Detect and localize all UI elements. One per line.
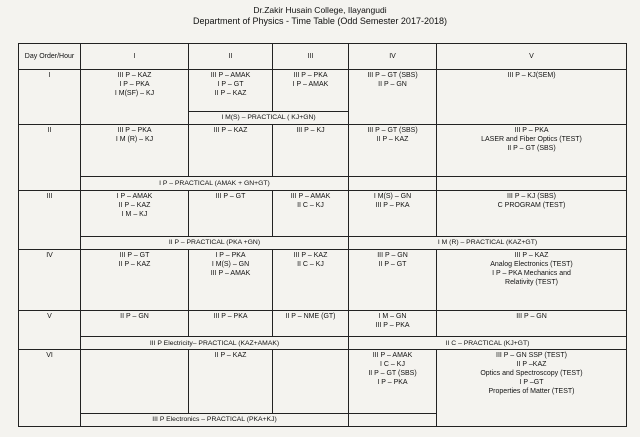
cell-entry: III P – KJ [296, 126, 325, 134]
cell-entry: II P – KAZ [118, 260, 151, 268]
cell-entry: II C – KJ [297, 201, 324, 209]
cell-entry: I P – AMAK [292, 81, 329, 89]
cell-entry: C PROGRAM (TEST) [497, 201, 566, 209]
day-label: II [19, 124, 81, 190]
cell-entry: III P – AMAK [372, 352, 413, 360]
day-row-2 [19, 124, 627, 177]
cell-entry: III P – GT [215, 192, 246, 200]
cell-entry: I M – GN [378, 312, 407, 320]
cell [189, 350, 273, 413]
day-row-3 [19, 190, 627, 236]
cell [81, 70, 189, 125]
cell-entry: II P – GN [378, 81, 407, 89]
day-row-1 [19, 70, 627, 112]
practical-row [19, 236, 627, 249]
practical-label: III P Electronics – PRACTICAL (PKA+KJ) [81, 413, 349, 426]
day-label: IV [19, 249, 81, 310]
practical-label: I M(S) – PRACTICAL ( KJ+GN) [189, 111, 349, 124]
cell [189, 70, 273, 112]
cell-entry: III P – GT (SBS) [367, 72, 418, 80]
cell-entry: I C – KJ [380, 361, 405, 369]
col-header-2: II [189, 44, 273, 70]
cell [349, 190, 437, 236]
timetable [18, 43, 627, 427]
cell [349, 350, 437, 413]
cell [81, 249, 189, 310]
cell-entry: II P – GT (SBS) [507, 144, 556, 152]
cell [189, 190, 273, 236]
col-header-4: IV [349, 44, 437, 70]
cell-entry: Optics and Spectroscopy (TEST) [480, 370, 583, 378]
cell-entry: I P – PKA [119, 81, 150, 89]
cell [349, 310, 437, 336]
header-row [19, 44, 627, 70]
cell-entry: III P – PKA [375, 321, 410, 329]
cell-entry: II P – KAZ [214, 90, 247, 98]
cell-entry: Analog Electronics (TEST) [490, 260, 573, 268]
cell-entry: II P – GT [378, 260, 407, 268]
col-header-3: III [273, 44, 349, 70]
cell-entry: III P – KJ(SEM) [507, 72, 556, 80]
cell-entry: III P – GN [377, 251, 408, 259]
cell [189, 124, 273, 177]
empty-cell [349, 177, 437, 190]
cell-entry: III P – KJ (SBS) [507, 192, 556, 200]
cell-entry: I P – PKA Mechanics and [492, 269, 571, 277]
practical-row [19, 177, 627, 190]
cell-entry: II P –KAZ [516, 361, 547, 369]
empty-cell [437, 177, 627, 190]
cell-entry: I M(S) – GN [211, 260, 250, 268]
practical-label: I M (R) – PRACTICAL (KAZ+GT) [349, 236, 627, 249]
cell [437, 350, 627, 427]
day-label: III [19, 190, 81, 249]
cell [349, 70, 437, 125]
practical-row [19, 337, 627, 350]
cell [273, 350, 349, 413]
cell [349, 249, 437, 310]
day-row-5 [19, 310, 627, 336]
cell-entry: III P – PKA [293, 72, 328, 80]
cell-entry: III P – AMAK [290, 192, 331, 200]
cell [81, 350, 189, 413]
cell-entry: LASER and Fiber Optics (TEST) [481, 135, 582, 143]
cell-entry: I M (R) – KJ [115, 135, 154, 143]
cell [81, 190, 189, 236]
cell-entry: III P – PKA [514, 126, 549, 134]
cell [437, 190, 627, 236]
practical-label: II P – PRACTICAL (PKA +GN) [81, 236, 349, 249]
college-name: Dr.Zakir Husain College, Ilayangudi [253, 5, 387, 15]
cell-entry: I M – KJ [121, 210, 148, 218]
cell-entry: III P – KAZ [293, 251, 328, 259]
cell [437, 249, 627, 310]
cell-entry: I P – GT [217, 81, 244, 89]
cell [81, 310, 189, 336]
cell-entry: I M(SF) – KJ [114, 90, 155, 98]
cell-entry: III P – GT (SBS) [367, 126, 418, 134]
cell-entry: II P – NME (GT) [285, 312, 336, 320]
cell [273, 124, 349, 177]
cell-entry: II P – GT (SBS) [368, 370, 417, 378]
cell [273, 190, 349, 236]
cell [437, 70, 627, 125]
cell-entry: III P – AMAK [210, 72, 251, 80]
cell-entry: I P – PKA [215, 251, 246, 259]
cell-entry: I P –GT [519, 379, 544, 387]
cell-entry: I M(S) – GN [373, 192, 412, 200]
empty-cell [349, 413, 437, 426]
cell-entry: III P – GT [119, 251, 150, 259]
cell-entry: III P – KAZ [117, 72, 152, 80]
practical-label: II C – PRACTICAL (KJ+GT) [349, 337, 627, 350]
cell-entry: III P – KAZ [213, 126, 248, 134]
cell [81, 124, 189, 177]
cell-entry: I P – AMAK [116, 192, 153, 200]
cell-entry: III P – PKA [117, 126, 152, 134]
cell [273, 70, 349, 112]
cell-entry: II C – KJ [297, 260, 324, 268]
practical-label: III P Electricity– PRACTICAL (KAZ+AMAK) [81, 337, 349, 350]
cell-entry: III P – GN SSP (TEST) [496, 352, 567, 360]
cell-entry: Properties of Matter (TEST) [488, 388, 575, 396]
cell-entry: I P – PKA [377, 379, 408, 387]
timetable-title: Department of Physics - Time Table (Odd Semester 2017-2018) [193, 16, 447, 26]
cell [437, 310, 627, 336]
cell-entry: III P – AMAK [210, 269, 251, 277]
cell [189, 249, 273, 310]
cell-entry: II P – KAZ [376, 135, 409, 143]
day-row-4 [19, 249, 627, 310]
day-label: V [19, 310, 81, 349]
cell-entry: III P – PKA [375, 201, 410, 209]
cell-entry: II P – KAZ [214, 352, 247, 360]
day-label: I [19, 70, 81, 125]
practical-label: I P – PRACTICAL (AMAK + GN+GT) [81, 177, 349, 190]
cell-entry: III P – KAZ [514, 251, 549, 259]
cell-entry: Relativity (TEST) [505, 278, 558, 286]
cell-entry: III P – PKA [213, 312, 248, 320]
cell [349, 124, 437, 177]
cell [189, 310, 273, 336]
cell [273, 249, 349, 310]
cell [437, 124, 627, 177]
cell-entry: III P – GN [516, 312, 547, 320]
cell [273, 310, 349, 336]
cell-entry: II P – GN [120, 312, 149, 320]
day-row-6 [19, 350, 627, 413]
col-header-1: I [81, 44, 189, 70]
col-header-day: Day Order/Hour [19, 44, 81, 70]
col-header-5: V [437, 44, 627, 70]
cell-entry: II P – KAZ [118, 201, 151, 209]
day-label: VI [19, 350, 81, 427]
